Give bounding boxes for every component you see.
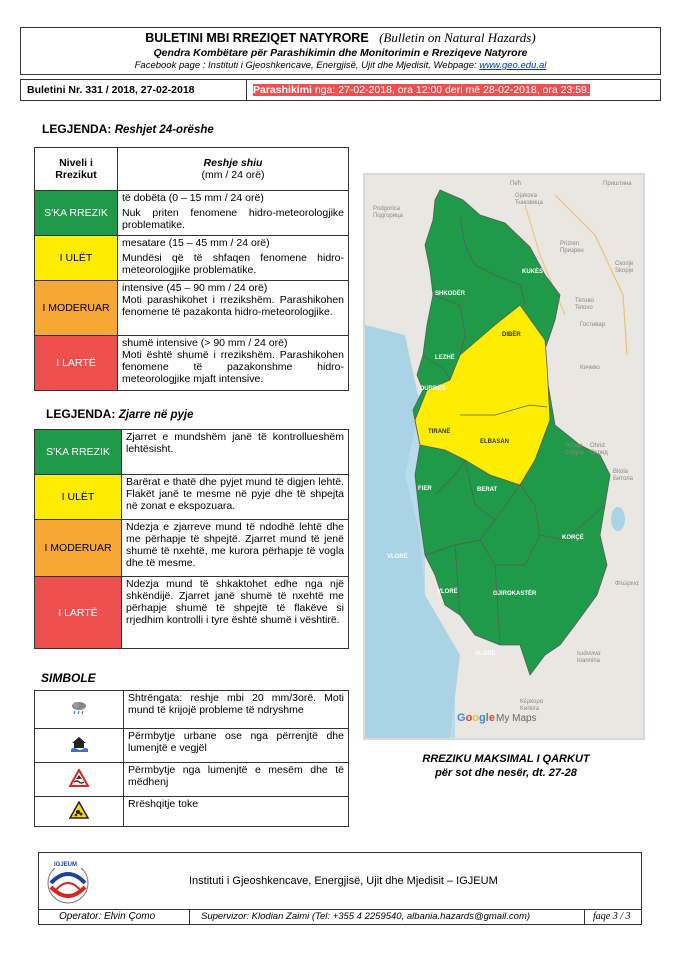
river-flood-icon [35,763,124,797]
svg-text:Призрен: Призрен [560,248,584,254]
rain-legend-table [34,147,349,391]
fire-row-desc: Ndezja e zjarreve mund të ndodhë lehtë dhe me përhapje të shpejtë. Zjarret mund të jenë shumë të nxehtë, me kurora përhapje të vogla dhe të mesme. [122,520,349,577]
svg-text:My Maps: My Maps [496,713,537,724]
svg-text:Кичево: Кичево [580,365,600,371]
svg-text:Kerkira: Kerkira [520,706,540,712]
svg-text:Ђаковица: Ђаковица [515,200,543,206]
svg-text:BERAT: BERAT [477,487,498,493]
page-number: faqe 3 / 3 [593,911,631,922]
map-caption: RREZIKU MAKSIMAL I QARKUT për sot dhe nesër, dt. 27-28 [422,753,590,779]
svg-text:TIRANË: TIRANË [428,429,451,435]
svg-text:Φλώρινα: Φλώρινα [615,581,639,587]
supervisor: Supervizor: Klodian Zaimi (Tel: +355 4 2259540, albania.hazards@gmail.com) [201,911,531,922]
rain-legend-title: LEGJENDA: Reshjet 24-orëshe [42,122,214,136]
svg-text:Google: Google [457,712,495,724]
storm-icon [35,691,124,729]
symbols-title: SIMBOLE [41,671,96,685]
svg-text:KORÇË: KORÇË [562,535,584,541]
forecast-period: Parashikimi nga: 27-02-2018, ora 12:00 deri më 28-02-2018, ora 23:59. [253,84,590,96]
svg-text:ELBASAN: ELBASAN [480,439,510,445]
fire-row-desc: Zjarret e mundshëm janë të kontrollueshëm lehtësisht. [122,430,349,475]
rain-row-desc: intensive (45 – 90 mm / 24 orë) Moti parashikohet i rrezikshëm. Parashikohen fenomene të pazakonta hidro-meteorologjike. [118,281,349,336]
rain-row-desc: mesatare (15 – 45 mm / 24 orë) Mundësi që të shfaqen fenomene hidro-meteorologjike problematike. [118,236,349,281]
fire-row-desc: Ndezja mund të shkaktohet edhe nga një shkëndijë. Zjarret janë shumë të nxehtë me përhapje shumë të shpejtë të flakëve si rrjedhim kontrolli i tyre është shumë i vështirë. [122,577,349,649]
svg-text:Струга: Струга [565,450,584,456]
risk-level-none: S'KA RREZIK [35,191,118,236]
level-column-header: Niveli i Rrezikut [35,148,118,191]
svg-text:Ιωάννινα: Ιωάννινα [577,651,601,657]
risk-level-high: I LARTË [35,336,118,391]
header-title: BULETINI MBI RREZIQET NATYRORE (Bulletin on Natural Hazards) [145,30,536,45]
fire-legend-title: LEGJENDA: Zjarre në pyje [46,407,194,421]
svg-text:GJIROKASTËR: GJIROKASTËR [493,591,537,597]
svg-text:Prizren: Prizren [560,241,580,247]
svg-text:Κέρκυρα: Κέρκυρα [520,699,544,705]
fire-row-desc: Barërat e thatë dhe pyjet mund të digjen lehtë. Flakët janë te mesme në pyje dhe të shpejta në zonat e ekspozuara. [122,475,349,520]
rain-row-desc: shumë intensive (> 90 mm / 24 orë) Moti është shumë i rrezikshëm. Parashikohen fenomene të pazakonshme hidro-meteorologjike mjaft intensive. [118,336,349,391]
igjeum-logo [43,855,93,907]
svg-text:Tetovo: Tetovo [575,305,593,311]
symbol-desc: Shtrëngata: reshje mbi 20 mm/3orë. Moti mund të krijojë probleme të ndryshme [124,691,349,729]
fire-legend-table [34,429,349,649]
fire-level-moderate: I MODERUAR [35,520,122,577]
svg-text:Тетово: Тетово [575,298,594,304]
svg-text:Bitola: Bitola [613,469,629,475]
svg-text:KUKËS: KUKËS [522,269,544,275]
svg-text:IGJEUM: IGJEUM [54,862,78,868]
svg-text:Struga: Struga [565,443,583,449]
symbol-desc: Rrëshqitje toke [124,797,349,827]
svg-text:Подгорица: Подгорица [373,213,403,219]
svg-text:SHKODËR: SHKODËR [435,291,466,297]
svg-text:Охрид: Охрид [590,450,608,456]
svg-text:LEZHË: LEZHË [435,355,455,361]
fire-level-high: I LARTË [35,577,122,649]
svg-text:Битола: Битола [613,476,634,482]
fire-level-none: S'KA RREZIK [35,430,122,475]
bulletin-info-bar [20,79,661,101]
svg-text:VLORË: VLORË [387,554,408,560]
svg-text:Скопје: Скопје [615,261,634,267]
institute-name: Instituti i Gjeoshkencave, Energjisë, Ujit dhe Mjedisit – IGJEUM [189,875,498,887]
footer [38,852,642,925]
svg-text:VLORË: VLORË [475,651,496,657]
urban-flood-icon [35,729,124,763]
svg-text:FIER: FIER [418,486,432,492]
header-subtitle: Qendra Kombëtare për Parashikimin dhe Monitorimin e Rreziqeve Natyrore [153,47,528,59]
bulletin-header [20,27,661,75]
symbol-desc: Përmbytje urbane ose nga përrenjtë dhe lumenjtë e vegjël [124,729,349,763]
svg-text:Гостивар: Гостивар [580,322,606,328]
svg-text:Ioannina: Ioannina [577,658,601,664]
svg-text:Ohrid: Ohrid [590,443,605,449]
albania-map [365,175,643,738]
fire-level-low: I ULËT [35,475,122,520]
risk-level-moderate: I MODERUAR [35,281,118,336]
header-links: Facebook page : Instituti i Gjeoshkencave, Energjisë, Ujit dhe Mjedisit, Webpage: www.geo.edu.al [134,60,547,71]
symbol-desc: Përmbytje nga lumenjtë e mesëm dhe të mëdhenj [124,763,349,797]
operator: Operator: Elvin Çomo [59,911,156,922]
risk-level-low: I ULËT [35,236,118,281]
svg-text:Skopje: Skopje [615,268,634,274]
risk-map[interactable] [363,173,645,740]
svg-text:DIBËR: DIBËR [502,332,521,338]
svg-text:DURRËS: DURRËS [420,386,446,392]
svg-text:Приштина: Приштина [603,181,632,187]
bulletin-number: Buletini Nr. 331 / 2018, 27-02-2018 [27,84,195,96]
svg-text:Пећ: Пећ [510,181,521,187]
svg-text:Podgorica: Podgorica [373,206,401,212]
rain-column-header: Reshje shiu (mm / 24 orë) [118,148,349,191]
webpage-link[interactable]: www.geo.edu.al [479,60,547,71]
rain-row-desc: të dobëta (0 – 15 mm / 24 orë) Nuk priten fenomene hidro-meteorologjike problematike. [118,191,349,236]
svg-text:Gjakova: Gjakova [515,193,538,199]
landslide-icon [35,797,124,827]
svg-text:VLORË: VLORË [437,589,458,595]
symbols-table [34,690,349,827]
